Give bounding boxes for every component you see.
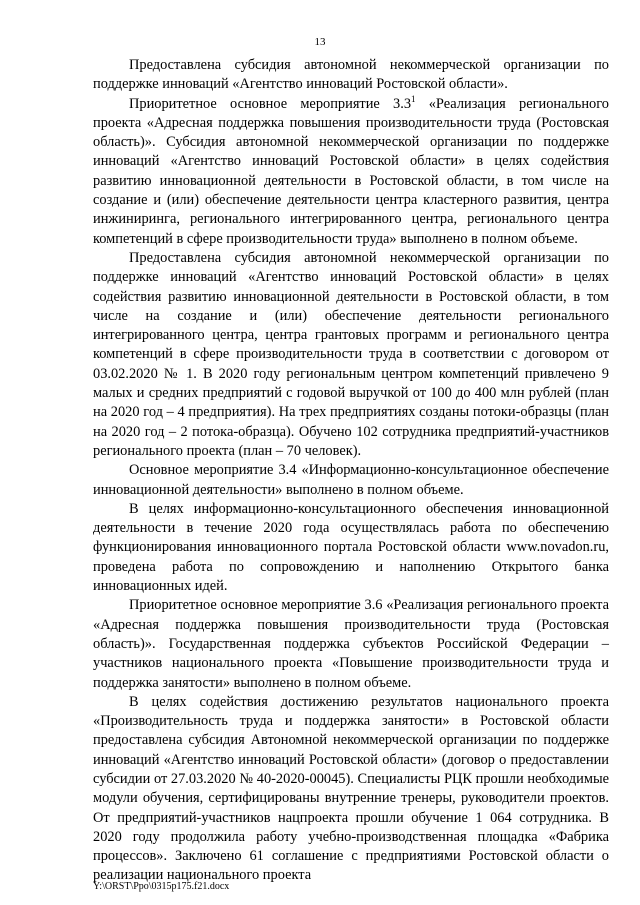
document-body — [93, 56, 609, 886]
page-number: 13 — [314, 36, 326, 48]
paragraph-national-project: В целях содействия достижению результатов национального проекта «Производительность труда и поддержка занятости» в Ростовской области предоставлена субсидия Автономной некоммерческой организации по поддержке инноваций «Агентство инноваций Ростовской области» (договор о предоставлении субсидии от 27.03.2020 № 40-2020-00045). Специалисты РЦК прошли необходимые модули обучения, сертифицированы внутренние тренеры, руководители проектов. От предприятий-участников нацпроекта прошли обучение 1 064 сотрудника. В 2020 году продолжила работу учебно-производственная площадка «Фабрика процессов». Заключено 61 соглашение с предприятиями Ростовской области о реализации национального проекта — [93, 693, 609, 884]
paragraph-info-support: В целях информационно-консультационного обеспечения инновационной деятельности в течение 2020 года осуществлялась работа по обеспечению функционирования инновационного портала Ростовской области www.novadon.ru, проведена работа по сопровождению и наполнению Открытого банка инновационных идей. — [93, 500, 609, 595]
footnote-marker: 1 — [411, 93, 416, 104]
file-path-footer: Y:\ORST\Ppo\0315p175.f21.docx — [93, 881, 230, 892]
paragraph-subsidy-agency: Предоставлена субсидия автономной некоммерческой организации по поддержке инноваций «Агентство инноваций Ростовской области». — [93, 57, 609, 93]
measure-3-3-text-end: «Реализация регионального проекта «Адресная поддержка повышения производительности труда (Ростовская область)». Субсидия автономной некоммерческой организации по поддержке инноваций «Агентство инноваций Ростовской области» в целях содействия развитию инновационной деятельности в Ростовской области, в том числе на создание и (или) обеспечение деятельности центра кластерного развития, центра инжиниринга, регионального интегрированного центра, регионального центра компетенций в сфере производительности труда» выполнено в полном объеме. — [93, 95, 609, 247]
paragraph-measure-3-3 — [93, 95, 609, 249]
measure-3-3-text-start: Приоритетное основное мероприятие 3.3 — [129, 95, 412, 112]
paragraph-subsidy-details: Предоставлена субсидия автономной некоммерческой организации по поддержке инноваций «Агентство инноваций Ростовской области» в целях содействия развитию инновационной деятельности в Ростовской области, в том числе на создание и (или) обеспечение деятельности регионального интегрированного центра, центра грантовых программ и регионального центра компетенций в сфере производительности труда в соответствии с договором от 03.02.2020 № 1. В 2020 году региональным центром компетенций привлечено 9 малых и средних предприятий с годовой выручкой от 100 до 400 млн рублей (план на 2020 год – 4 предприятия). На трех предприятиях созданы потоки-образцы (план на 2020 год – 2 потока-образца). Обучено 102 сотрудника предприятий-участников регионального проекта (план – 70 человек). — [93, 249, 609, 459]
paragraph-measure-3-4: Основное мероприятие 3.4 «Информационно-консультационное обеспечение инновационной деятельности» выполнено в полном объеме. — [93, 462, 609, 498]
paragraph-measure-3-6: Приоритетное основное мероприятие 3.6 «Реализация регионального проекта «Адресная поддержка повышения производительности труда (Ростовская область)». Государственная поддержка субъектов Российской Федерации – участников национального проекта «Повышение производительности труда и поддержка занятости» выполнено в полном объеме. — [93, 597, 609, 691]
